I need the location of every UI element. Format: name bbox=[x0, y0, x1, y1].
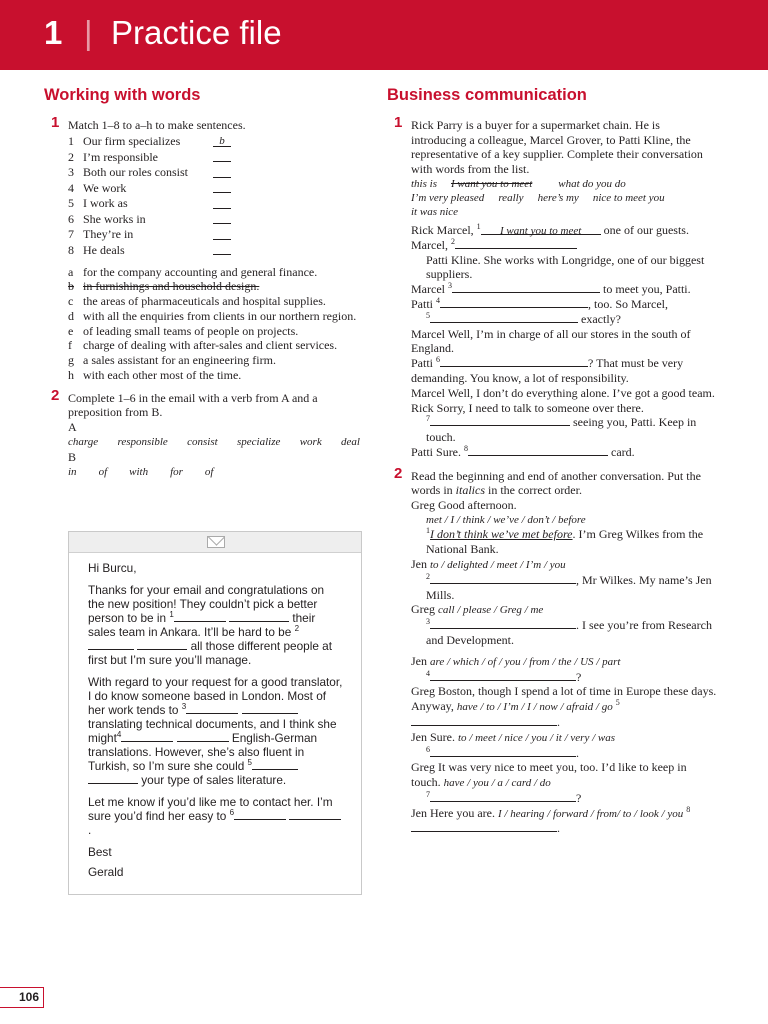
dialogue-continuation: $^6$ . bbox=[426, 744, 579, 760]
answer-blank[interactable]: b bbox=[213, 136, 231, 147]
item-letter: h bbox=[68, 368, 74, 383]
dialogue-text: Good afternoon. bbox=[438, 497, 517, 512]
word-option: deal bbox=[341, 435, 360, 448]
gap-number: 1 bbox=[169, 610, 174, 620]
exercise-number: 2 bbox=[394, 464, 403, 482]
scrambled-words: to / delighted / meet / I’m / you bbox=[430, 558, 566, 571]
item-text: He deals bbox=[83, 242, 125, 257]
page-number: 106 bbox=[0, 987, 44, 1008]
answer-blank[interactable] bbox=[213, 151, 231, 162]
item-text: the areas of pharmaceuticals and hospital supplies. bbox=[83, 294, 326, 309]
dialogue-text: Here you are. bbox=[430, 805, 495, 820]
answer-blank[interactable] bbox=[213, 182, 231, 193]
gap-blank[interactable] bbox=[440, 297, 588, 308]
word-option: here’s my bbox=[537, 192, 579, 204]
page-title: Practice file bbox=[111, 14, 282, 51]
word-box-label-b: B bbox=[68, 449, 77, 464]
email-text: their sales team in Ankara. It’ll be hard to be bbox=[88, 611, 316, 639]
word-option: responsible bbox=[117, 435, 168, 448]
email-paragraph bbox=[88, 675, 343, 787]
instruction-text: Read the beginning and end of another conversation. Put the words in bbox=[411, 468, 701, 498]
gap-number: 6 bbox=[229, 808, 235, 818]
answer-example[interactable]: I want you to meet bbox=[481, 224, 601, 235]
list-item bbox=[68, 165, 370, 181]
exercise-instruction: Rick Parry is a buyer for a supermarket chain. He is introducing a colleague, Marcel Grover, to Patti Kline, the representative of a key supplier. Complete their conversation with words from the list. bbox=[411, 118, 703, 176]
gap-number: 4 bbox=[116, 730, 122, 740]
item-letter: e bbox=[68, 323, 74, 338]
list-item bbox=[68, 149, 370, 165]
gap-blank[interactable] bbox=[411, 821, 557, 832]
dialogue-text: exactly? bbox=[581, 311, 621, 326]
speaker-name: Patti bbox=[411, 444, 434, 459]
word-option: this is bbox=[411, 178, 437, 190]
gap-blank[interactable] bbox=[455, 238, 577, 249]
speaker-name: Greg bbox=[411, 497, 435, 512]
gap-blank[interactable] bbox=[121, 731, 173, 742]
gap-blank[interactable] bbox=[186, 703, 238, 714]
word-option: of bbox=[204, 465, 214, 478]
item-letter: a bbox=[68, 264, 74, 279]
dialogue-line: Patti Sure. $^8$ card. bbox=[411, 443, 635, 459]
gap-blank[interactable] bbox=[430, 746, 576, 757]
speaker-name: Greg bbox=[411, 684, 435, 699]
word-option: what do you do bbox=[558, 178, 626, 190]
page-header-banner bbox=[0, 0, 768, 70]
exercise-1-matching bbox=[44, 114, 370, 383]
gap-blank[interactable] bbox=[252, 759, 298, 770]
word-box-b bbox=[68, 464, 370, 480]
gap-blank[interactable] bbox=[242, 703, 298, 714]
exercise-1-conversation bbox=[387, 114, 717, 460]
right-column bbox=[387, 86, 717, 836]
dialogue-text: seeing you, Patti. Keep in touch. bbox=[426, 415, 697, 445]
dialogue-line bbox=[411, 327, 717, 357]
dialogue-line bbox=[411, 498, 717, 513]
speaker-name: Patti bbox=[411, 296, 434, 311]
dialogue-text: It was very nice to meet you, too. I’d like to keep in touch. bbox=[411, 760, 687, 790]
unit-number: 1 bbox=[44, 14, 63, 51]
gap-blank[interactable] bbox=[234, 809, 286, 820]
dialogue-text: Well, I’m in charge of all our stores in the south of England. bbox=[411, 326, 691, 356]
exercise-instruction bbox=[411, 469, 717, 498]
answer-blank[interactable] bbox=[213, 244, 231, 255]
email-text: English-German translations. However, she’s also fluent in Turkish, so I’m sure she could bbox=[88, 731, 318, 773]
speaker-name: Jen bbox=[411, 729, 427, 744]
gap-blank[interactable] bbox=[430, 618, 576, 629]
item-text-struck: in furnishings and household design. bbox=[83, 279, 260, 294]
scrambled-words: met / I / think / we’ve / don’t / before bbox=[426, 513, 586, 526]
gap-blank[interactable] bbox=[430, 791, 576, 802]
email-header-bar bbox=[69, 532, 361, 553]
email-text: Thanks for your email and congratulations on the new position! They couldn’t pick a better person to be in bbox=[88, 583, 325, 625]
word-box-a bbox=[68, 434, 370, 450]
email-paragraph: Let me know if you’d like me to contact her. I’m sure you’d find her easy to $^6$ . bbox=[88, 795, 343, 837]
gap-blank[interactable] bbox=[440, 356, 588, 367]
dialogue-line: Rick Marcel, $^1$ I want you to meet one of our guests. Marcel, $^2$ bbox=[411, 222, 689, 252]
scrambled-words: have / to / I’m / I / now / afraid / go bbox=[456, 701, 613, 714]
dialogue-text: , Mr Wilkes. My name’s Jen Mills. bbox=[426, 572, 712, 602]
item-letter: b bbox=[68, 279, 74, 294]
email-greeting: Hi Burcu, bbox=[88, 561, 137, 575]
section-heading-working-with-words: Working with words bbox=[44, 86, 201, 104]
list-item bbox=[68, 134, 370, 150]
dialogue-text: . I’m Greg Wilkes from the National Bank. bbox=[426, 527, 704, 557]
gap-number: 5 bbox=[247, 758, 252, 768]
item-letter: c bbox=[68, 294, 74, 309]
email-text: your type of sales literature. bbox=[141, 773, 287, 787]
dialogue-line bbox=[411, 760, 717, 791]
item-text: We work bbox=[83, 180, 127, 195]
item-number: 1 bbox=[68, 134, 74, 149]
dialogue-text: . I see you’re from Research and Development. bbox=[426, 618, 712, 647]
email-text: Let me know if you’d like me to contact her. I’m sure you’d find her easy to bbox=[88, 795, 333, 823]
dialogue-line bbox=[411, 654, 717, 670]
item-text: Our firm specializes bbox=[83, 134, 181, 149]
word-option: in bbox=[68, 465, 77, 478]
list-item bbox=[68, 324, 370, 339]
dialogue-line: Marcel $^3$ to meet you, Patti. bbox=[411, 281, 691, 297]
envelope-icon bbox=[207, 536, 225, 548]
answer-example: I don’t think we’ve met before bbox=[430, 527, 573, 542]
speaker-name: Marcel bbox=[411, 282, 445, 297]
word-list bbox=[411, 177, 717, 219]
dialogue-continuation: $^2$ , Mr Wilkes. My name’s Jen Mills. bbox=[426, 571, 712, 602]
item-number: 3 bbox=[68, 165, 74, 180]
item-letter: d bbox=[68, 308, 74, 323]
email-body bbox=[69, 553, 361, 879]
gap-number: 2 bbox=[294, 624, 300, 634]
answer-blank[interactable] bbox=[213, 198, 231, 209]
dialogue-line bbox=[411, 602, 717, 618]
dialogue-continuation: $^3$ . I see you’re from Research and Development. bbox=[426, 617, 712, 647]
instruction-text: italics bbox=[455, 483, 486, 498]
list-item bbox=[68, 353, 370, 368]
gap-blank[interactable] bbox=[88, 639, 134, 650]
item-text: a sales assistant for an engineering firm. bbox=[83, 353, 276, 368]
dialogue-continuation: Patti Kline. She works with Longridge, one of our biggest suppliers. bbox=[426, 252, 705, 282]
speaker-name: Patti bbox=[411, 356, 434, 371]
answer-blank[interactable] bbox=[213, 213, 231, 224]
word-option-used: I want you to meet bbox=[450, 178, 533, 190]
exercise-instruction: Match 1–8 to a–h to make sentences. bbox=[68, 118, 246, 132]
list-item bbox=[68, 227, 370, 243]
list-item bbox=[68, 279, 370, 294]
word-option: really bbox=[498, 192, 524, 204]
answer-blank[interactable] bbox=[213, 167, 231, 178]
dialogue-continuation: $^7$ ? bbox=[426, 789, 582, 805]
header-separator: | bbox=[84, 14, 93, 51]
list-item bbox=[68, 265, 370, 280]
dialogue-continuation: $^5$ exactly? bbox=[426, 310, 621, 326]
email-text: With regard to your request for a good translator, I do know someone based in London. Most of her work tends to bbox=[88, 675, 343, 717]
gap-blank[interactable] bbox=[468, 445, 608, 456]
email-signature: Gerald bbox=[88, 865, 124, 879]
email-signoff: Best bbox=[88, 845, 112, 859]
item-number: 7 bbox=[68, 227, 74, 242]
item-text: She works in bbox=[83, 211, 146, 226]
item-number: 8 bbox=[68, 242, 74, 257]
exercise-number: 1 bbox=[51, 114, 60, 131]
answer-blank[interactable] bbox=[213, 229, 231, 240]
dialogue-text: Boston, though I spend a lot of time in Europe these days. Anyway, bbox=[411, 684, 717, 714]
dialogue-line bbox=[411, 557, 717, 573]
word-option: of bbox=[98, 465, 108, 478]
item-number: 2 bbox=[68, 149, 74, 164]
exercise-number: 1 bbox=[394, 114, 403, 131]
speaker-name: Marcel bbox=[411, 385, 445, 400]
gap-blank[interactable] bbox=[430, 670, 576, 681]
speaker-name: Rick bbox=[411, 223, 434, 237]
word-option: I’m very pleased bbox=[411, 192, 485, 204]
dialogue-text: card. bbox=[611, 444, 635, 459]
speaker-name: Jen bbox=[411, 653, 427, 668]
email-text: translating technical documents, and I think she might bbox=[88, 717, 337, 745]
list-item bbox=[68, 180, 370, 196]
word-option: specialize bbox=[237, 435, 281, 448]
dialogue-line bbox=[411, 386, 717, 401]
lettered-sentence-endings bbox=[68, 265, 370, 383]
word-option: work bbox=[299, 435, 322, 448]
numbered-sentence-starts bbox=[68, 134, 370, 258]
item-number: 5 bbox=[68, 196, 74, 211]
gap-number: 3 bbox=[181, 702, 187, 712]
speaker-name: Marcel bbox=[411, 326, 445, 341]
gap-blank[interactable] bbox=[452, 282, 600, 293]
dialogue-line bbox=[411, 401, 717, 416]
item-number: 6 bbox=[68, 211, 74, 226]
gap-blank[interactable] bbox=[174, 611, 226, 622]
scrambled-words: are / which / of / you / from / the / US / part bbox=[430, 655, 621, 668]
item-text: with each other most of the time. bbox=[83, 368, 242, 383]
speaker-name: Rick bbox=[411, 400, 434, 415]
dialogue-continuation: $^1$I don’t think we’ve met before. I’m Greg Wilkes from the National Bank. bbox=[426, 526, 704, 557]
list-item bbox=[68, 242, 370, 258]
email-text: all those different people at first but I’m sure you’ll manage. bbox=[88, 639, 333, 667]
dialogue-continuation: $^4$ ? bbox=[426, 668, 582, 684]
item-text: I work as bbox=[83, 196, 128, 211]
email-panel bbox=[68, 531, 362, 895]
left-column bbox=[44, 86, 370, 480]
section-heading-business-communication: Business communication bbox=[387, 86, 587, 104]
gap-blank[interactable] bbox=[289, 809, 341, 820]
list-item bbox=[68, 309, 370, 324]
scrambled-words: I / hearing / forward / from/ to / look / you bbox=[497, 807, 684, 820]
dialogue-text: Sure. bbox=[436, 444, 462, 459]
item-number: 4 bbox=[68, 180, 74, 195]
speaker-name: Greg bbox=[411, 760, 435, 775]
dialogue-text: , too. So Marcel, bbox=[588, 296, 669, 311]
list-item bbox=[68, 294, 370, 309]
gap-blank[interactable] bbox=[430, 415, 570, 426]
word-option: with bbox=[129, 465, 149, 478]
dialogue-text: Sure. bbox=[430, 729, 455, 744]
gap-blank[interactable] bbox=[177, 731, 229, 742]
word-option: it was nice bbox=[411, 206, 459, 218]
scrambled-words: have / you / a / card / do bbox=[443, 777, 551, 790]
gap-blank[interactable] bbox=[430, 573, 576, 584]
word-option: consist bbox=[187, 435, 218, 448]
exercise-2-word-order bbox=[387, 464, 717, 837]
dialogue-continuation: $^7$ seeing you, Patti. Keep in touch. bbox=[426, 414, 697, 445]
list-item bbox=[68, 368, 370, 383]
instruction-text: in the correct order. bbox=[488, 483, 582, 498]
list-item bbox=[68, 338, 370, 353]
gap-blank[interactable] bbox=[430, 312, 578, 323]
dialogue-line: Greg Boston, though I spend a lot of time in Europe these days. Anyway, have / to / I’m / I / now / afraid / go $^5$. bbox=[411, 684, 717, 729]
dialogue-text: one of our guests. Marcel, bbox=[411, 223, 689, 252]
item-text: Both our roles consist bbox=[83, 165, 188, 180]
list-item bbox=[68, 196, 370, 212]
dialogue-text: Well, I don’t do everything alone. I’ve got a good team. bbox=[447, 385, 715, 400]
conversation bbox=[411, 498, 717, 837]
item-text: I’m responsible bbox=[83, 149, 158, 164]
dialogue-line: Patti $^6$ ? That must be very demanding. You know, a lot of responsibility. bbox=[411, 355, 684, 385]
scrambled-words: to / meet / nice / you / it / very / was bbox=[458, 731, 616, 744]
exercise-2-email-completion bbox=[44, 386, 370, 480]
dialogue-line: Jen Here you are. I / hearing / forward / from/ to / look / you $^8$. bbox=[411, 804, 691, 836]
gap-blank[interactable] bbox=[88, 773, 138, 784]
dialogue-line: Patti $^4$ , too. So Marcel, bbox=[411, 295, 669, 311]
scrambled-words: call / please / Greg / me bbox=[438, 604, 544, 617]
word-option: for bbox=[170, 465, 183, 478]
item-letter: f bbox=[68, 338, 72, 353]
exercise-instruction: Complete 1–6 in the email with a verb from A and a preposition from B. bbox=[68, 390, 318, 420]
item-text: for the company accounting and general finance. bbox=[83, 264, 318, 279]
item-text: They’re in bbox=[83, 227, 134, 242]
word-option: charge bbox=[68, 435, 99, 448]
dialogue-text: Marcel, bbox=[436, 223, 474, 237]
list-item bbox=[68, 211, 370, 227]
item-text: of leading small teams of people on projects. bbox=[83, 323, 299, 338]
item-letter: g bbox=[68, 353, 74, 368]
speaker-name: Jen bbox=[411, 805, 427, 820]
gap-blank[interactable] bbox=[137, 639, 187, 650]
dialogue-line bbox=[411, 730, 717, 746]
item-text: charge of dealing with after-sales and client services. bbox=[83, 338, 338, 353]
gap-blank[interactable] bbox=[411, 715, 557, 726]
dialogue-text: ? That must be very demanding. You know, a lot of responsibility. bbox=[411, 356, 684, 385]
exercise-number: 2 bbox=[51, 386, 60, 404]
speaker-name: Jen bbox=[411, 556, 427, 571]
conversation bbox=[411, 223, 717, 460]
dialogue-text: Sorry, I need to talk to someone over there. bbox=[436, 400, 644, 415]
item-text: with all the enquiries from clients in our northern region. bbox=[83, 308, 357, 323]
speaker-name: Greg bbox=[411, 602, 435, 617]
email-paragraph bbox=[88, 583, 343, 667]
dialogue-text: to meet you, Patti. bbox=[602, 282, 691, 297]
gap-blank[interactable] bbox=[229, 611, 289, 622]
word-option: nice to meet you bbox=[592, 192, 665, 204]
word-box-label-a: A bbox=[68, 419, 77, 434]
